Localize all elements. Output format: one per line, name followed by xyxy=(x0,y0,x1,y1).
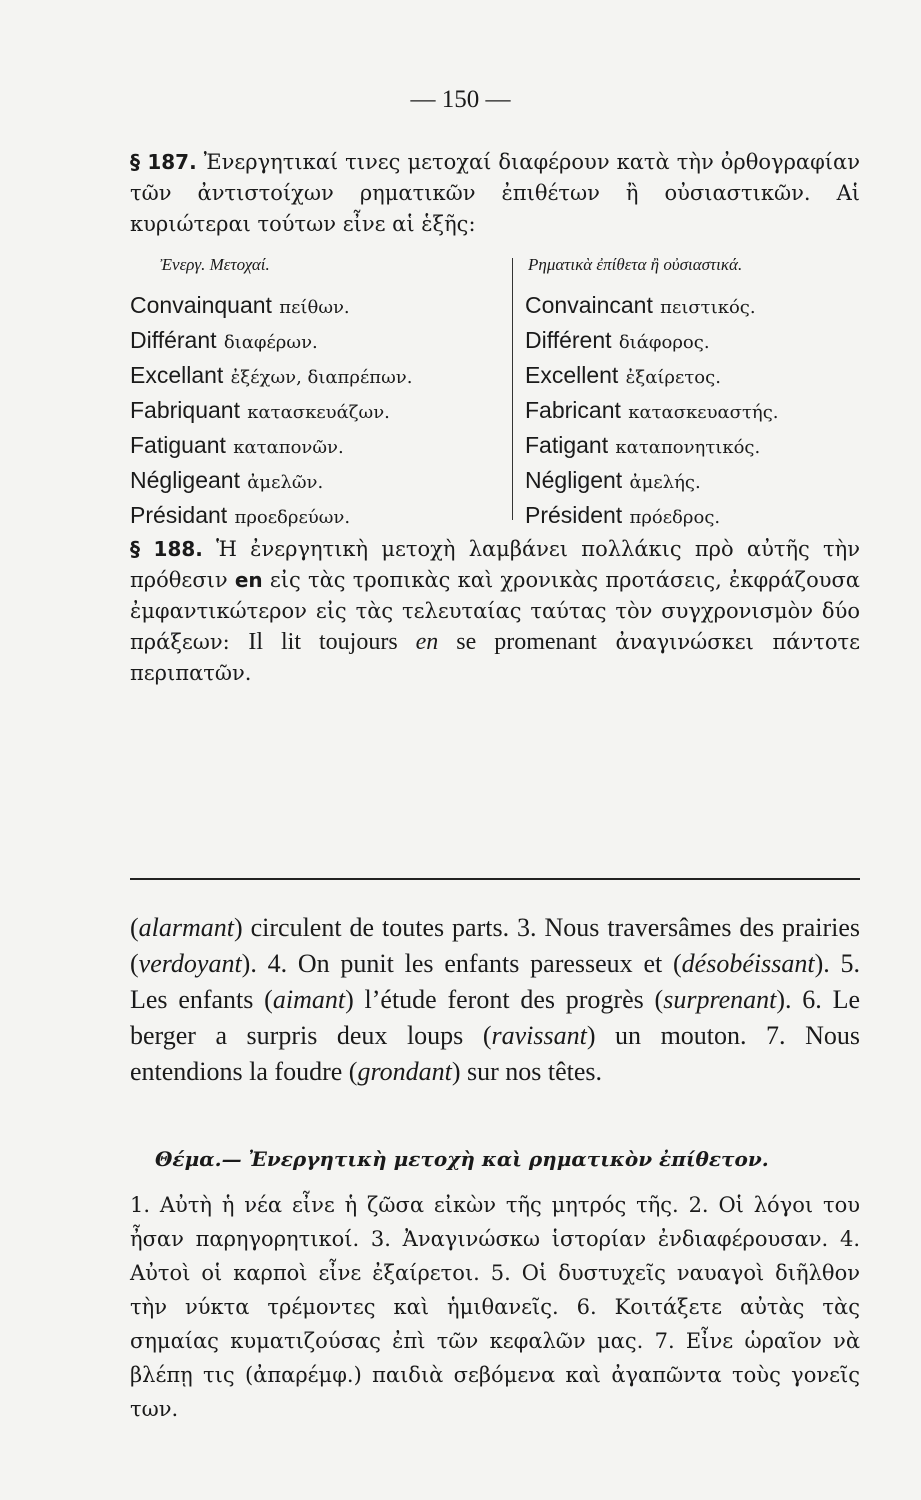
greek-gloss: ἐξέχων, διαπρέπων. xyxy=(230,367,413,388)
french-example-end: se promenant xyxy=(438,629,597,655)
greek-gloss: πρόεδρος. xyxy=(629,507,721,528)
exercise-text: ) sur nos têtes. xyxy=(451,1057,603,1086)
theme-heading: Θέμα.— Ἐνεργητικὴ μετοχὴ καὶ ρηματικὸν ἐπίθετον. xyxy=(155,1147,769,1171)
french-word: Présidant xyxy=(130,502,228,528)
greek-gloss: διάφορος. xyxy=(618,332,710,353)
page-number: — 150 — xyxy=(410,86,511,113)
participles-column-header: Ἐνεργ. Μετοχαί. xyxy=(160,255,270,274)
participle-row xyxy=(130,288,412,323)
adjective-row xyxy=(525,498,779,533)
french-word: Différent xyxy=(525,327,612,353)
greek-gloss: ἀμελής. xyxy=(629,472,701,493)
greek-gloss: κατασκευαστής. xyxy=(628,402,779,423)
exercise-word: désobéissant xyxy=(681,949,815,978)
exercise-text: ) circulent de toutes parts. 3. Nous traversâmes des prairies ( xyxy=(130,913,860,978)
adjective-row xyxy=(525,288,779,323)
section-187-text: Ἐνεργητικαί τινες μετοχαί διαφέρουν κατὰ τὴν ὀρθογραφίαν τῶν ἀντιστοίχων ρηματικῶν ἐπιθέτων ἢ οὐσιαστικῶν. Αἱ κυριώτεραι τούτων εἶνε αἱ ἑξῆς: xyxy=(130,150,860,236)
section-188-paragraph xyxy=(130,534,860,689)
french-exercises xyxy=(130,910,860,1090)
page-rule xyxy=(130,878,860,880)
participle-row xyxy=(130,463,412,498)
greek-translation: ἀναγινώσκει πάντοτε περιπατῶν. xyxy=(130,630,861,685)
exercise-word: verdoyant xyxy=(138,949,242,978)
participle-row xyxy=(130,323,412,358)
french-word: Négligent xyxy=(525,467,623,493)
exercise-text: ) un mouton. 7. Nous entendions la foudre ( xyxy=(130,1021,860,1086)
exercise-text: ). 6. Le berger a surpris deux loups ( xyxy=(130,985,860,1050)
french-word: Négligeant xyxy=(130,467,240,493)
participle-row xyxy=(130,393,412,428)
theme-exercise-text: 1. Αὐτὴ ἡ νέα εἶνε ἡ ζῶσα εἰκὼν τῆς μητρός τῆς. 2. Οἱ λόγοι του ἦσαν παρηγορητικοί. 3. Ἀναγινώσκω ἱστορίαν ἐνδιαφέρουσαν. 4. Αὐτοὶ οἱ καρποὶ εἶνε ἐξαίρετοι. 5. Οἱ δυστυχεῖς ναυαγοὶ διῆλθον τὴν νύκτα τρέμοντες καὶ ἡμιθανεῖς. 6. Κοιτάξετε αὐτὰς τὰς σημαίας κυματιζούσας ἐπὶ τῶν κεφαλῶν μας. 7. Εἶνε ὡραῖον νὰ βλέπῃ τις (ἀπαρέμφ.) παιδιὰ σεβόμενα καὶ ἀγαπῶντα τοὺς γονεῖς των. xyxy=(130,1193,860,1421)
exercise-word: ravissant xyxy=(491,1021,587,1050)
greek-gloss: διαφέρων. xyxy=(223,332,318,353)
adjective-row xyxy=(525,393,779,428)
french-word: Excellent xyxy=(525,362,619,388)
french-word: Différant xyxy=(130,327,217,353)
french-word: Convaincant xyxy=(525,292,653,318)
greek-gloss: πειστικός. xyxy=(660,297,756,318)
participles-column xyxy=(130,288,412,533)
french-word: Convainquant xyxy=(130,292,272,318)
exercise-word: alarmant xyxy=(138,913,235,942)
french-word: Fatiguant xyxy=(130,432,226,458)
preposition-en: en xyxy=(234,568,263,592)
exercise-text: ). 4. On punit les enfants paresseux et ( xyxy=(241,949,682,978)
section-188-number: § 188. xyxy=(130,537,203,561)
adjective-row xyxy=(525,323,779,358)
section-187-number: § 187. xyxy=(130,150,197,174)
participle-row xyxy=(130,358,412,393)
greek-gloss: ἀμελῶν. xyxy=(247,472,324,493)
greek-gloss: καταπονητικός. xyxy=(615,437,761,458)
section-188-text: Ἡ ἐνεργητικὴ μετοχὴ λαμβάνει πολλάκις πρὸ αὐτῆς τὴν πρόθεσιν xyxy=(130,537,860,592)
greek-gloss: πείθων. xyxy=(279,297,350,318)
adjective-row xyxy=(525,463,779,498)
adjective-row xyxy=(525,358,779,393)
french-word: Président xyxy=(525,502,623,528)
french-word: Fabriquant xyxy=(130,397,240,423)
exercise-text: ( xyxy=(130,913,139,942)
french-word: Excellant xyxy=(130,362,224,388)
column-divider xyxy=(512,258,513,520)
adjective-row xyxy=(525,428,779,463)
section-187-paragraph xyxy=(130,147,860,240)
french-word: Fabricant xyxy=(525,397,621,423)
exercise-word: surprenant xyxy=(663,985,777,1014)
greek-gloss: ἐξαίρετος. xyxy=(625,367,721,388)
adjectives-column xyxy=(525,288,779,533)
french-example-en: en xyxy=(415,629,439,655)
exercise-text: ) l’étude feront des progrès ( xyxy=(345,985,664,1014)
french-example: Il lit toujours xyxy=(248,629,416,655)
participle-row xyxy=(130,498,412,533)
greek-gloss: προεδρεύων. xyxy=(234,507,351,528)
greek-gloss: καταπονῶν. xyxy=(233,437,344,458)
greek-gloss: κατασκευάζων. xyxy=(247,402,390,423)
exercise-word: grondant xyxy=(357,1057,452,1086)
exercise-text: ). 5. Les enfants ( xyxy=(130,949,860,1014)
section-188-text-cont: εἰς τὰς τροπικὰς καὶ χρονικὰς προτάσεις, ἐκφράζουσα ἐμφαντικώτερον εἰς τὰς τελευταίας ταύτας τὸν συγχρονισμὸν δύο πράξεων: xyxy=(130,568,860,654)
french-word: Fatigant xyxy=(525,432,609,458)
adjectives-column-header: Ρηματικὰ ἐπίθετα ἢ οὐσιαστικά. xyxy=(528,255,743,274)
participle-row xyxy=(130,428,412,463)
exercise-word: aimant xyxy=(272,985,346,1014)
